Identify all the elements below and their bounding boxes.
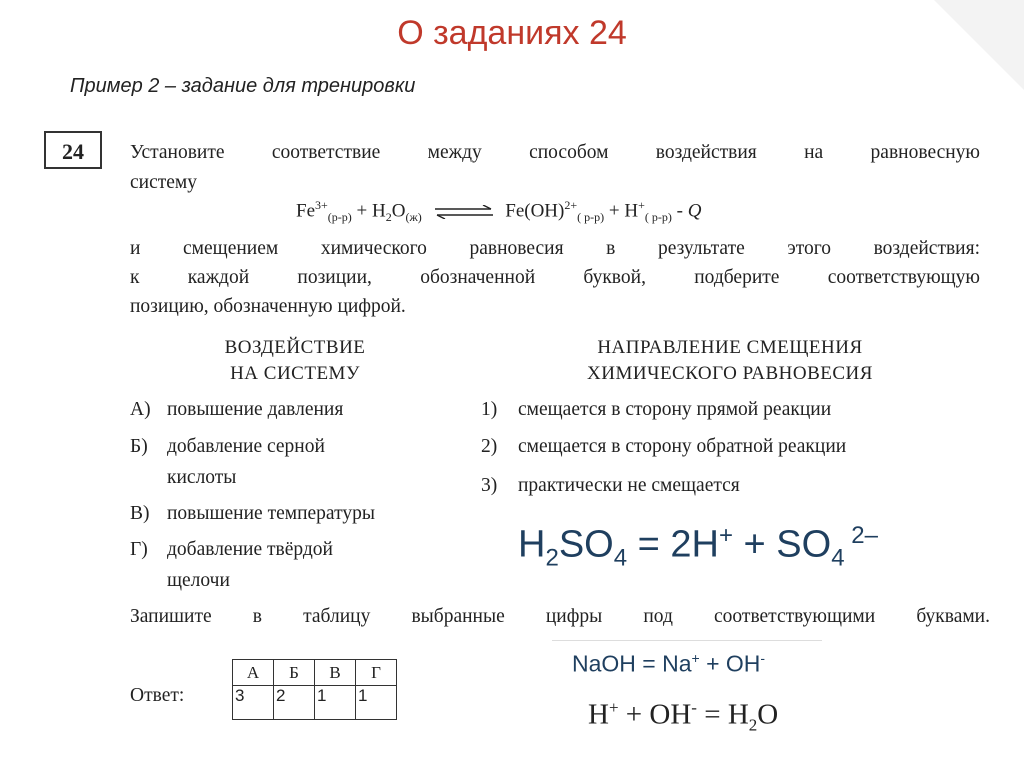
task-text-line-1b: систему (130, 172, 198, 193)
neut-mid: + OH (618, 698, 692, 731)
answer-instruction: Запишите в таблицу выбранные цифры под соответствующими буквами. (130, 606, 990, 627)
answer-header-d: Г (356, 660, 397, 686)
answer-table (232, 659, 397, 720)
answer-header-c: В (315, 660, 356, 686)
direction-text: смещается в сторону прямой реакции (518, 399, 832, 420)
effect-text: кислоты (167, 467, 237, 488)
neut-h-sup: + (608, 698, 619, 717)
effect-mark: Г) (130, 539, 148, 560)
slide-title: О заданиях 24 (397, 14, 627, 52)
direction-mark: 3) (481, 475, 498, 496)
divider (552, 640, 822, 641)
effect-mark: В) (130, 503, 150, 524)
neut-o: O (757, 698, 779, 731)
ionic-h-sup: + (718, 522, 733, 549)
direction-text: смещается в сторону обратной реакции (518, 436, 847, 457)
naoh-oh-sup: - (760, 650, 766, 666)
eq-q: Q (687, 200, 702, 222)
task-number-box: 24 (44, 131, 102, 169)
equilibrium-arrows-icon (433, 205, 495, 219)
effects-header-line-1: ВОЗДЕЙСТВИЕ (224, 337, 366, 358)
ionic-so4-sup: 2– (844, 522, 878, 549)
sulfuric-acid-dissociation (518, 522, 878, 572)
neutralization-equation (588, 698, 778, 735)
effects-column-header (190, 335, 400, 387)
ionic-so: SO (558, 523, 614, 566)
directions-header-line-2: ХИМИЧЕСКОГО РАВНОВЕСИЯ (587, 363, 873, 384)
eq-fe-charge: 3+ (315, 198, 328, 212)
answer-cell-d[interactable]: 1 (356, 686, 397, 720)
neut-eq: = H (696, 698, 749, 731)
eq-fe: Fe (296, 200, 315, 222)
naoh-left: NaOH = Na (572, 650, 692, 677)
eq-plus1: + H (356, 200, 386, 222)
neut-oh-sup: - (691, 698, 697, 717)
task-text-line-4: позицию, обозначенную цифрой. (130, 296, 406, 317)
ionic-h: H (518, 523, 546, 566)
eq-minus: - (676, 200, 688, 222)
answer-label: Ответ: (130, 685, 185, 706)
effect-text: добавление твёрдой (167, 539, 333, 560)
task-text-line-3: к каждой позиции, обозначенной буквой, подберите соответствующую (130, 267, 980, 288)
task-text-line-1: Установите соответствие между способом воздействия на равновесную (130, 142, 980, 163)
naoh-dissociation (572, 650, 765, 678)
eq-h-charge: + (638, 198, 645, 212)
eq-product-state: ( р-р) (577, 210, 605, 225)
eq-plus2: + H (608, 200, 639, 222)
eq-fe-state: (р-р) (327, 210, 352, 225)
effect-text: добавление серной (167, 436, 325, 457)
neut-h: H (588, 698, 609, 731)
eq-product: Fe(OH) (505, 200, 565, 222)
direction-text: практически не смещается (518, 475, 740, 496)
eq-h-state: ( р-р) (644, 210, 672, 225)
ionic-h-sub: 2 (545, 544, 559, 572)
answer-cell-a[interactable]: 3 (233, 686, 274, 720)
ionic-so-sub: 4 (613, 544, 628, 572)
effect-text: повышение температуры (167, 503, 375, 524)
effect-text: повышение давления (167, 399, 344, 420)
naoh-mid: + OH (699, 650, 761, 677)
answer-header-b: Б (274, 660, 315, 686)
answer-cell-b[interactable]: 2 (274, 686, 315, 720)
effect-text: щелочи (167, 570, 230, 591)
directions-header-line-1: НАПРАВЛЕНИЕ СМЕЩЕНИЯ (597, 337, 863, 358)
effects-header-line-2: НА СИСТЕМУ (230, 363, 360, 384)
naoh-na-sup: + (691, 650, 700, 666)
direction-mark: 2) (481, 436, 498, 457)
ionic-eq: = 2H (627, 523, 719, 566)
neut-h2-sub: 2 (748, 715, 758, 735)
slide-subtitle: Пример 2 – задание для тренировки (70, 75, 416, 97)
direction-mark: 1) (481, 399, 498, 420)
eq-o: O (391, 200, 406, 222)
task-text-line-2: и смещением химического равновесия в результате этого воздействия: (130, 238, 980, 259)
eq-h2o-state: (ж) (405, 210, 422, 225)
equilibrium-equation (296, 198, 701, 225)
eq-product-charge: 2+ (564, 198, 578, 212)
ionic-plus: + SO (732, 523, 832, 566)
answer-header-a: А (233, 660, 274, 686)
ionic-so4-sub: 4 (831, 544, 845, 572)
effect-mark: А) (130, 399, 151, 420)
directions-column-header (520, 335, 940, 387)
eq-h2o-sub: 2 (385, 210, 392, 225)
effect-mark: Б) (130, 436, 148, 457)
answer-cell-c[interactable]: 1 (315, 686, 356, 720)
